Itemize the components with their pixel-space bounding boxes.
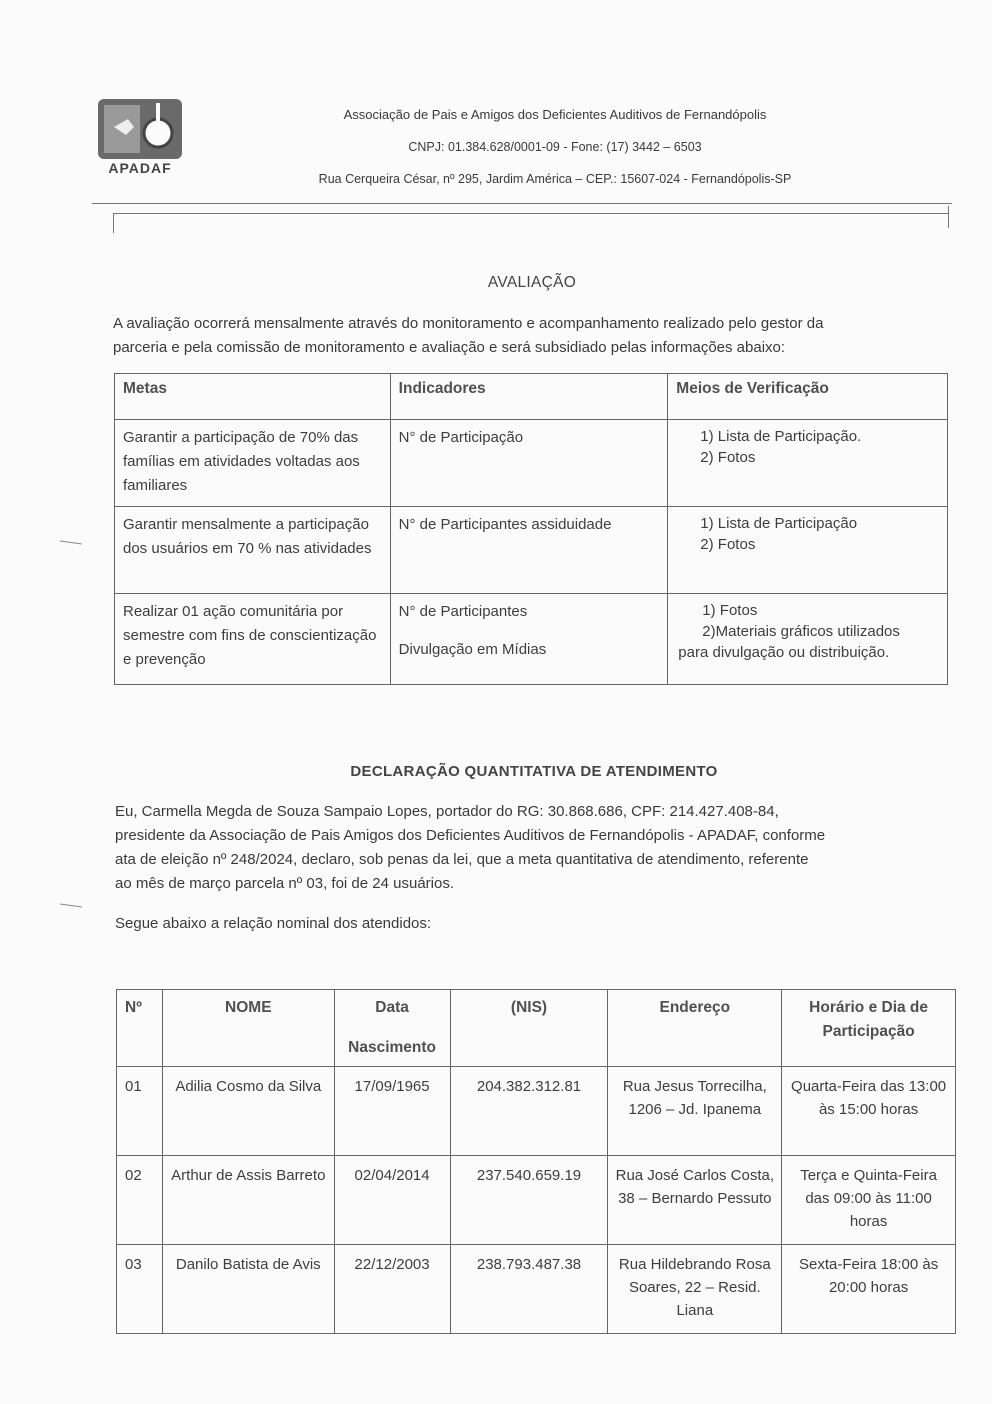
avaliacao-intro [113, 312, 958, 360]
row-nome: Arthur de Assis Barreto [162, 1156, 334, 1245]
indicador-text: Divulgação em Mídias [398, 641, 547, 658]
declaracao-text [115, 800, 957, 896]
col-horario: Horário e Dia de Participação [782, 990, 956, 1067]
row-endereco: Rua José Carlos Costa, 38 – Bernardo Pessuto [608, 1156, 782, 1245]
table-row [115, 507, 948, 594]
meta-cell: Garantir mensalmente a participação dos usuários em 70 % nas atividades [115, 507, 391, 594]
cnpj-phone-line: CNPJ: 01.384.628/0001-09 - Fone: (17) 3442 – 6503 [408, 140, 702, 154]
atendidos-table [116, 989, 956, 1334]
row-nis: 238.793.487.38 [450, 1245, 608, 1334]
meio-item: 1) Lista de Participação [700, 515, 858, 532]
meios-cell [668, 594, 948, 685]
row-nome: Danilo Batista de Avis [162, 1245, 334, 1334]
table-row [117, 1156, 956, 1245]
indicador-cell [390, 507, 668, 594]
meio-item: 1) Lista de Participação. [700, 428, 862, 445]
col-num: Nº [117, 990, 163, 1067]
declaracao-line-2: presidente da Associação de Pais Amigos dos Deficientes Auditivos de Fernandópolis - APADAF, conforme [115, 827, 826, 844]
indicador-text: N° de Participantes assiduidade [398, 516, 612, 533]
row-endereco: Rua Jesus Torrecilha, 1206 – Jd. Ipanema [608, 1067, 782, 1156]
row-nis: 237.540.659.19 [450, 1156, 608, 1245]
row-num: 02 [117, 1156, 163, 1245]
meta-cell: Garantir a participação de 70% das famílias em atividades voltadas aos familiares [115, 420, 391, 507]
row-horario: Quarta-Feira das 13:00 às 15:00 horas [782, 1067, 956, 1156]
row-nascimento: 02/04/2014 [334, 1156, 450, 1245]
metas-table [114, 373, 948, 685]
scan-mark [60, 540, 82, 544]
indicador-text: N° de Participação [398, 429, 524, 446]
row-endereco: Rua Hildebrando Rosa Soares, 22 – Resid. Liana [608, 1245, 782, 1334]
declaracao-line-3: ata de eleição nº 248/2024, declaro, sob penas da lei, que a meta quantitativa de atendimento, referente [115, 851, 809, 868]
scan-mark [60, 903, 82, 907]
col-nome: NOME [162, 990, 334, 1067]
metas-table-header [115, 374, 948, 420]
table-row [117, 1245, 956, 1334]
indicador-text: N° de Participantes [398, 603, 528, 620]
meio-item: 2) Fotos [700, 536, 756, 553]
row-horario: Terça e Quinta-Feira das 09:00 às 11:00 horas [782, 1156, 956, 1245]
avaliacao-intro-line-1: A avaliação ocorrerá mensalmente através do monitoramento e acompanhamento realizado pelo gestor da [113, 315, 824, 332]
avaliacao-title: AVALIAÇÃO [487, 274, 577, 291]
atendidos-table-header [117, 990, 956, 1067]
header-divider [92, 203, 952, 204]
col-nis: (NIS) [450, 990, 608, 1067]
col-metas: Metas [115, 374, 391, 420]
declaracao-line-1: Eu, Carmella Megda de Souza Sampaio Lopes, portador do RG: 30.868.686, CPF: 214.427.408-84, [115, 803, 779, 820]
segue-text: Segue abaixo a relação nominal dos atendidos: [115, 915, 432, 932]
table-row [115, 420, 948, 507]
declaracao-line-4: ao mês de março parcela nº 03, foi de 24 usuários. [115, 875, 455, 892]
meio-item: 1) Fotos [702, 602, 758, 619]
col-indicadores: Indicadores [390, 374, 668, 420]
row-nascimento: 22/12/2003 [334, 1245, 450, 1334]
meios-cell [668, 507, 948, 594]
meio-item: 2)Materiais gráficos utilizados [702, 623, 900, 640]
meio-item: 2) Fotos [700, 449, 756, 466]
col-data-line-2: Nascimento [348, 1039, 437, 1056]
avaliacao-intro-line-2: parceria e pela comissão de monitoramento e avaliação e será subsidiado pelas informações abaixo: [113, 339, 786, 356]
declaracao-title: DECLARAÇÃO QUANTITATIVA DE ATENDIMENTO [350, 763, 718, 780]
row-nascimento: 17/09/1965 [334, 1067, 450, 1156]
meta-cell: Realizar 01 ação comunitária por semestre com fins de conscientização e prevenção [115, 594, 391, 685]
meios-cell [668, 420, 948, 507]
address-line: Rua Cerqueira César, nº 295, Jardim América – CEP.: 15607-024 - Fernandópolis-SP [318, 172, 792, 186]
row-horario: Sexta-Feira 18:00 às 20:00 horas [782, 1245, 956, 1334]
table-row [117, 1067, 956, 1156]
logo-wordmark: APADAF [108, 160, 172, 176]
col-endereco: Endereço [608, 990, 782, 1067]
frame-left-border [113, 213, 114, 233]
row-nis: 204.382.312.81 [450, 1067, 608, 1156]
row-num: 01 [117, 1067, 163, 1156]
frame-right-border [948, 206, 949, 228]
row-nome: Adilia Cosmo da Silva [162, 1067, 334, 1156]
col-data-nascimento [334, 990, 450, 1067]
col-meios: Meios de Verificação [668, 374, 948, 420]
meio-item: para divulgação ou distribuição. [678, 644, 890, 661]
col-data-line-1: Data [375, 999, 409, 1016]
row-num: 03 [117, 1245, 163, 1334]
indicador-cell [390, 420, 668, 507]
table-row [115, 594, 948, 685]
frame-top-border [113, 213, 948, 214]
org-name: Associação de Pais e Amigos dos Deficientes Auditivos de Fernandópolis [343, 107, 767, 122]
indicador-cell [390, 594, 668, 685]
